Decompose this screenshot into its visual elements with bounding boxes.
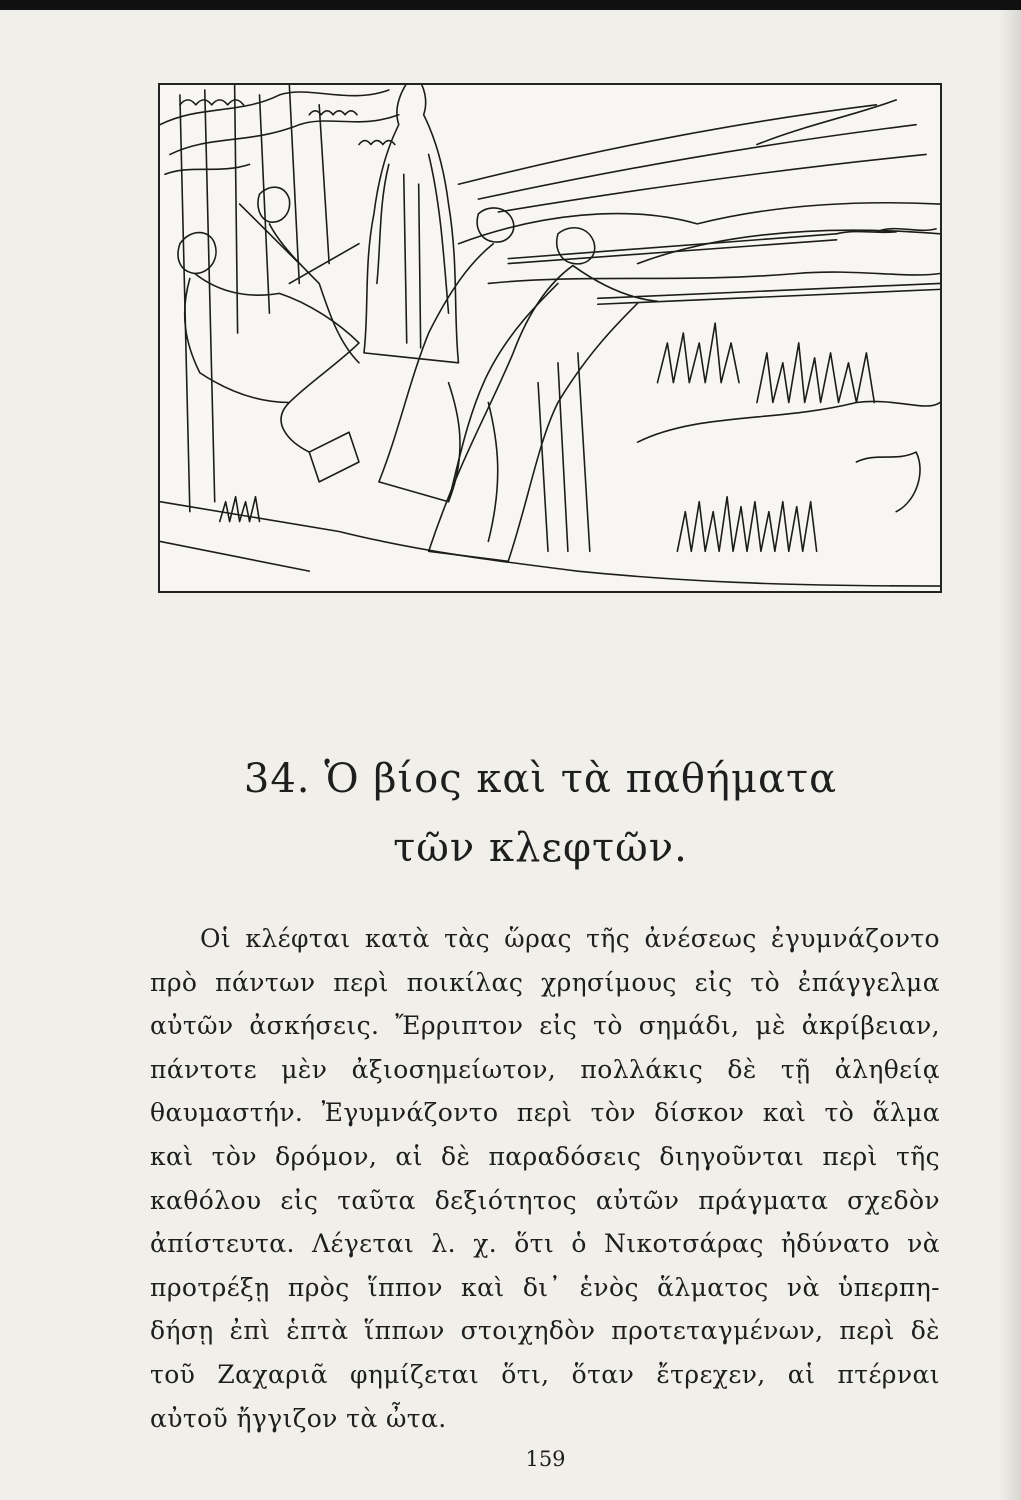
text-line: αὐτοῦ ἤγγιζον τὰ ὦτα. [150, 1403, 447, 1433]
text-line: καὶ τὸν δρόμον, αἱ δὲ παραδόσεις διηγοῦνται περὶ τῆς [150, 1141, 940, 1171]
text-line: πρὸ πάντων περὶ ποικίλας χρησίμους εἰς τὸ ἐπάγγελμα [150, 967, 940, 997]
text-line: θαυμαστήν. Ἐγυμνάζοντο περὶ τὸν δίσκον καὶ τὸ ἅλμα [150, 1098, 940, 1128]
text-line: καθόλου εἰς ταῦτα δεξιότητος αὐτῶν πράγματα σχεδὸν [150, 1185, 940, 1215]
text-line: δήσῃ ἐπὶ ἑπτὰ ἵππων στοιχηδὸν προτεταγμένων, περὶ δὲ [150, 1316, 940, 1346]
page-number: 159 [525, 1447, 566, 1471]
page-shadow-edge [999, 0, 1021, 1500]
scan-top-edge [0, 0, 1021, 10]
chapter-title-line-1: 34. Ὁ βίος καὶ τὰ παθήματα [243, 756, 838, 802]
text-line: ἀπίστευτα. Λέγεται λ. χ. ὅτι ὁ Νικοτσάρας ἠδύνατο νὰ [150, 1229, 940, 1259]
klephts-rifle-line-drawing-icon [160, 85, 940, 591]
text-line: τοῦ Ζαχαριᾶ φημίζεται ὅτι, ὅταν ἔτρεχεν, αἱ πτέρναι [150, 1359, 940, 1389]
body-paragraph [150, 917, 940, 1440]
text-line: πάντοτε μὲν ἀξιοσημείωτον, πολλάκις δὲ τῇ ἀληθείᾳ [150, 1054, 940, 1084]
text-line: Οἱ κλέφται κατὰ τὰς ὥρας τῆς ἀνέσεως ἐγυμνάζοντο [200, 924, 940, 953]
text-line: προτρέξῃ πρὸς ἵππον καὶ δι᾽ ἑνὸς ἅλματος νὰ ὑπερπη- [150, 1272, 940, 1302]
klephts-illustration [158, 83, 942, 593]
chapter-title-line-2: τῶν κλεφτῶν. [393, 825, 688, 871]
text-line: αὐτῶν ἀσκήσεις. Ἔρριπτον εἰς τὸ σημάδι, μὲ ἀκρίβειαν, [150, 1011, 940, 1041]
